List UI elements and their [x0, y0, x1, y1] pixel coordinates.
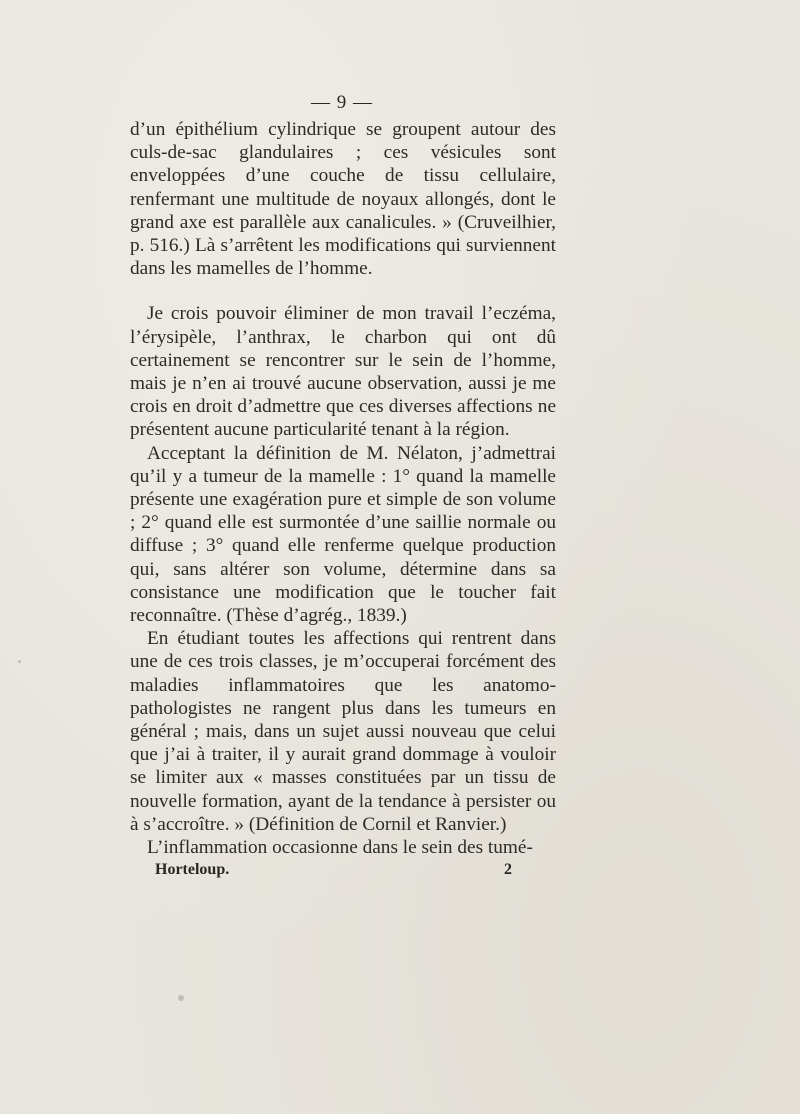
paper-speck: [178, 995, 184, 1001]
paragraph-4: En étudiant toutes les affections qui rentrent dans une de ces trois classes, je m’occuperai forcément des maladies inflammatoires que les anatomo-pathologistes ne rangent plus dans les tumeurs en général ; mais, dans un sujet aussi nouveau que celui que j’ai à traiter, il y aurait grand dommage à vouloir se limiter aux « masses constituées par un tissu de nouvelle formation, ayant de la tendance à persister ou à s’accroître. » (Définition de Cornil et Ranvier.): [130, 628, 556, 835]
paragraph-5: L’inflammation occasionne dans le sein des tumé-: [147, 837, 533, 859]
page-number: — 9 —: [311, 92, 373, 113]
paragraph-1: d’un épithélium cylindrique se groupent autour des culs-de-sac glandulaires ; ces vésicules sont enveloppées d’une couche de tissu cellulaire, renfermant une multitude de noyaux allongés, dont le grand axe est parallèle aux canalicules. » (Cruveilhier, p. 516.) Là s’arrêtent les modifications qui surviennent dans les mamelles de l’homme.: [130, 119, 556, 280]
footer-author: Horteloup.: [155, 861, 230, 878]
paragraph-2: Je crois pouvoir éliminer de mon travail l’eczéma, l’érysipèle, l’anthrax, le charbon qui ont dû certainement se rencontrer sur le sein de l’homme, mais je n’en ai trouvé aucune observation, aussi je me crois en droit d’admettre que ces diverses affections ne présentent aucune particularité tenant à la région.: [130, 303, 556, 441]
body-text: [130, 118, 556, 859]
paragraph-3: Acceptant la définition de M. Nélaton, j’admettrai qu’il y a tumeur de la mamelle : 1° quand la mamelle présente une exagération pure et simple de son volume ; 2° quand elle est surmontée d’une saillie normale ou diffuse ; 3° quand elle renferme quelque production qui, sans altérer son volume, détermine dans sa consistance une modification que le toucher fait reconnaître. (Thèse d’agrég., 1839.): [130, 442, 556, 627]
signature-mark: 2: [504, 861, 512, 878]
page-footer: [155, 861, 515, 883]
paper-speck: [18, 660, 21, 663]
